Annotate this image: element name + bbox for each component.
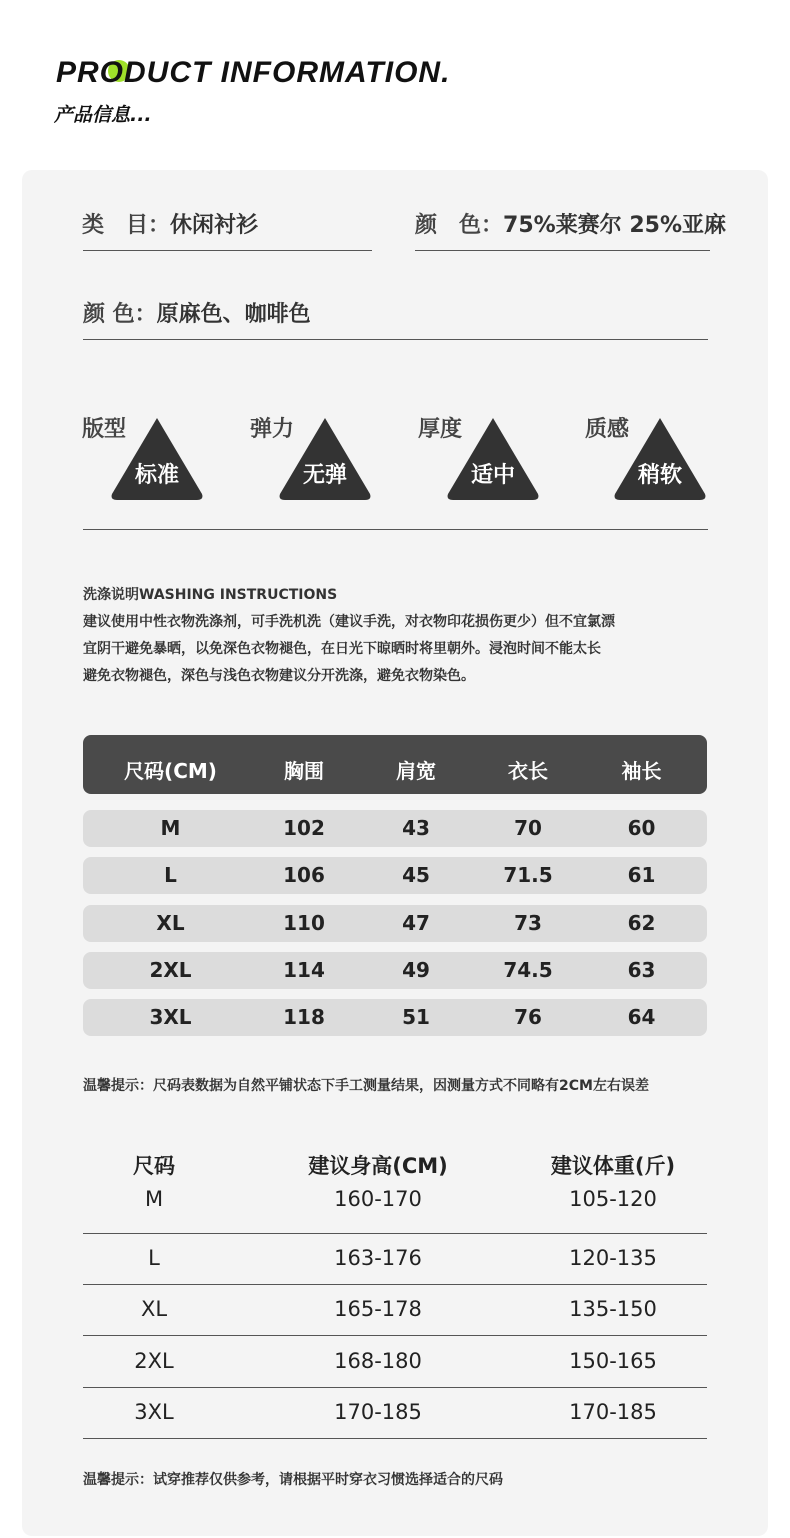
size-cell: 43	[402, 816, 430, 840]
fabric-value: 75%莱赛尔 25%亚麻	[503, 213, 726, 238]
recommend-cell: 150-165	[569, 1349, 657, 1373]
size-cell: 76	[514, 1005, 542, 1029]
size-cell: 110	[283, 911, 325, 935]
size-cell: 49	[402, 958, 430, 982]
recommend-header-cell: 建议身高(CM)	[308, 1154, 448, 1178]
attribute-texture	[585, 410, 725, 500]
size-header-cell: 肩宽	[396, 759, 436, 783]
size-cell: 63	[627, 958, 656, 982]
attribute-value: 标准	[134, 463, 179, 488]
recommend-cell: 105-120	[569, 1187, 657, 1211]
page-subtitle: 产品信息...	[54, 104, 152, 126]
size-table-row	[83, 999, 707, 1036]
recommend-cell: 163-176	[334, 1246, 422, 1270]
size-cell: 102	[283, 816, 325, 840]
recommend-cell: 2XL	[134, 1349, 174, 1373]
recommend-cell: 3XL	[134, 1400, 174, 1424]
size-cell: 70	[514, 816, 542, 840]
recommend-cell: 165-178	[334, 1297, 422, 1321]
size-cell: 61	[627, 863, 656, 887]
attribute-value: 稍软	[637, 463, 682, 488]
recommend-cell: 170-185	[334, 1400, 422, 1424]
recommend-cell: 160-170	[334, 1187, 422, 1211]
size-cell: 62	[627, 911, 656, 935]
recommend-divider	[83, 1233, 707, 1234]
category-field	[82, 208, 258, 239]
recommend-divider	[83, 1438, 707, 1439]
size-table-note: 温馨提示：尺码表数据为自然平铺状态下手工测量结果，因测量方式不同略有2CM左右误差	[83, 1078, 649, 1094]
washing-instructions	[83, 582, 723, 690]
attribute-thickness	[418, 410, 558, 500]
recommend-table-row	[83, 1339, 707, 1389]
washing-title: 洗涤说明WASHING INSTRUCTIONS	[83, 587, 338, 603]
page-title: PRODUCT INFORMATION.	[56, 56, 451, 89]
size-cell: 47	[402, 911, 430, 935]
size-header-cell: 衣长	[508, 759, 548, 783]
attribute-label: 版型	[82, 417, 127, 442]
size-table-row	[83, 810, 707, 847]
attribute-label: 质感	[585, 417, 630, 442]
recommend-cell: XL	[140, 1297, 168, 1321]
size-cell: 45	[402, 863, 430, 887]
recommend-table-row	[83, 1390, 707, 1440]
attribute-label: 厚度	[418, 417, 463, 442]
attribute-value: 无弹	[302, 463, 347, 488]
recommend-cell: 135-150	[569, 1297, 657, 1321]
attribute-label: 弹力	[250, 417, 295, 442]
attribute-value: 适中	[470, 463, 515, 488]
fabric-label: 颜 色：	[415, 213, 504, 238]
recommend-cell: 170-185	[569, 1400, 657, 1424]
size-table-row	[83, 857, 707, 894]
recommend-header-cell: 尺码	[133, 1154, 175, 1178]
size-cell: 64	[627, 1005, 656, 1029]
recommend-cell: 168-180	[334, 1349, 422, 1373]
attributes-divider	[83, 529, 708, 530]
size-header-cell: 胸围	[284, 759, 324, 783]
recommend-table-row	[83, 1185, 707, 1235]
recommend-header-cell: 建议体重(斤)	[550, 1154, 676, 1178]
category-label: 类 目：	[82, 213, 171, 238]
recommend-note: 温馨提示：试穿推荐仅供参考，请根据平时穿衣习惯选择适合的尺码	[83, 1472, 503, 1488]
recommend-divider	[83, 1335, 707, 1336]
recommend-divider	[83, 1387, 707, 1388]
size-cell: 51	[402, 1005, 430, 1029]
color-label: 颜 色：	[83, 302, 157, 327]
washing-line: 宜阴干避免暴晒，以免深色衣物褪色，在日光下晾晒时将里朝外。浸泡时间不能太长	[83, 641, 601, 657]
recommend-table-row	[83, 1236, 707, 1286]
recommend-cell: L	[148, 1246, 160, 1270]
recommend-table-row	[83, 1287, 707, 1337]
size-cell: 3XL	[149, 1005, 192, 1029]
recommend-cell: 120-135	[569, 1246, 657, 1270]
size-cell: 74.5	[503, 958, 553, 982]
size-cell: M	[160, 816, 181, 840]
recommend-divider	[83, 1284, 707, 1285]
size-cell: 60	[627, 816, 656, 840]
size-table-row	[83, 905, 707, 942]
attribute-fit	[82, 410, 222, 500]
fabric-divider	[415, 250, 710, 251]
size-cell: XL	[156, 911, 185, 935]
size-header-cell: 尺码(CM)	[124, 759, 217, 783]
size-header-cell: 袖长	[621, 759, 662, 783]
size-table-header	[83, 735, 707, 794]
category-value: 休闲衬衫	[170, 213, 259, 238]
recommend-cell: M	[144, 1187, 164, 1211]
size-cell: 2XL	[149, 958, 192, 982]
color-value: 原麻色、咖啡色	[156, 302, 311, 327]
size-cell: 73	[514, 911, 542, 935]
size-table-row	[83, 952, 707, 989]
size-cell: 118	[283, 1005, 325, 1029]
color-field	[83, 297, 311, 328]
size-cell: 71.5	[503, 863, 553, 887]
category-divider	[83, 250, 372, 251]
recommend-table-header	[83, 1148, 707, 1182]
size-cell: 106	[283, 863, 325, 887]
size-cell: L	[164, 863, 177, 887]
attribute-elasticity	[250, 410, 390, 500]
size-cell: 114	[283, 958, 325, 982]
washing-line: 建议使用中性衣物洗涤剂，可手洗机洗（建议手洗，对衣物印花损伤更少）但不宜氯漂	[83, 614, 615, 630]
washing-line: 避免衣物褪色，深色与浅色衣物建议分开洗涤，避免衣物染色。	[83, 668, 475, 684]
fabric-field	[415, 208, 726, 239]
color-divider	[83, 339, 708, 340]
